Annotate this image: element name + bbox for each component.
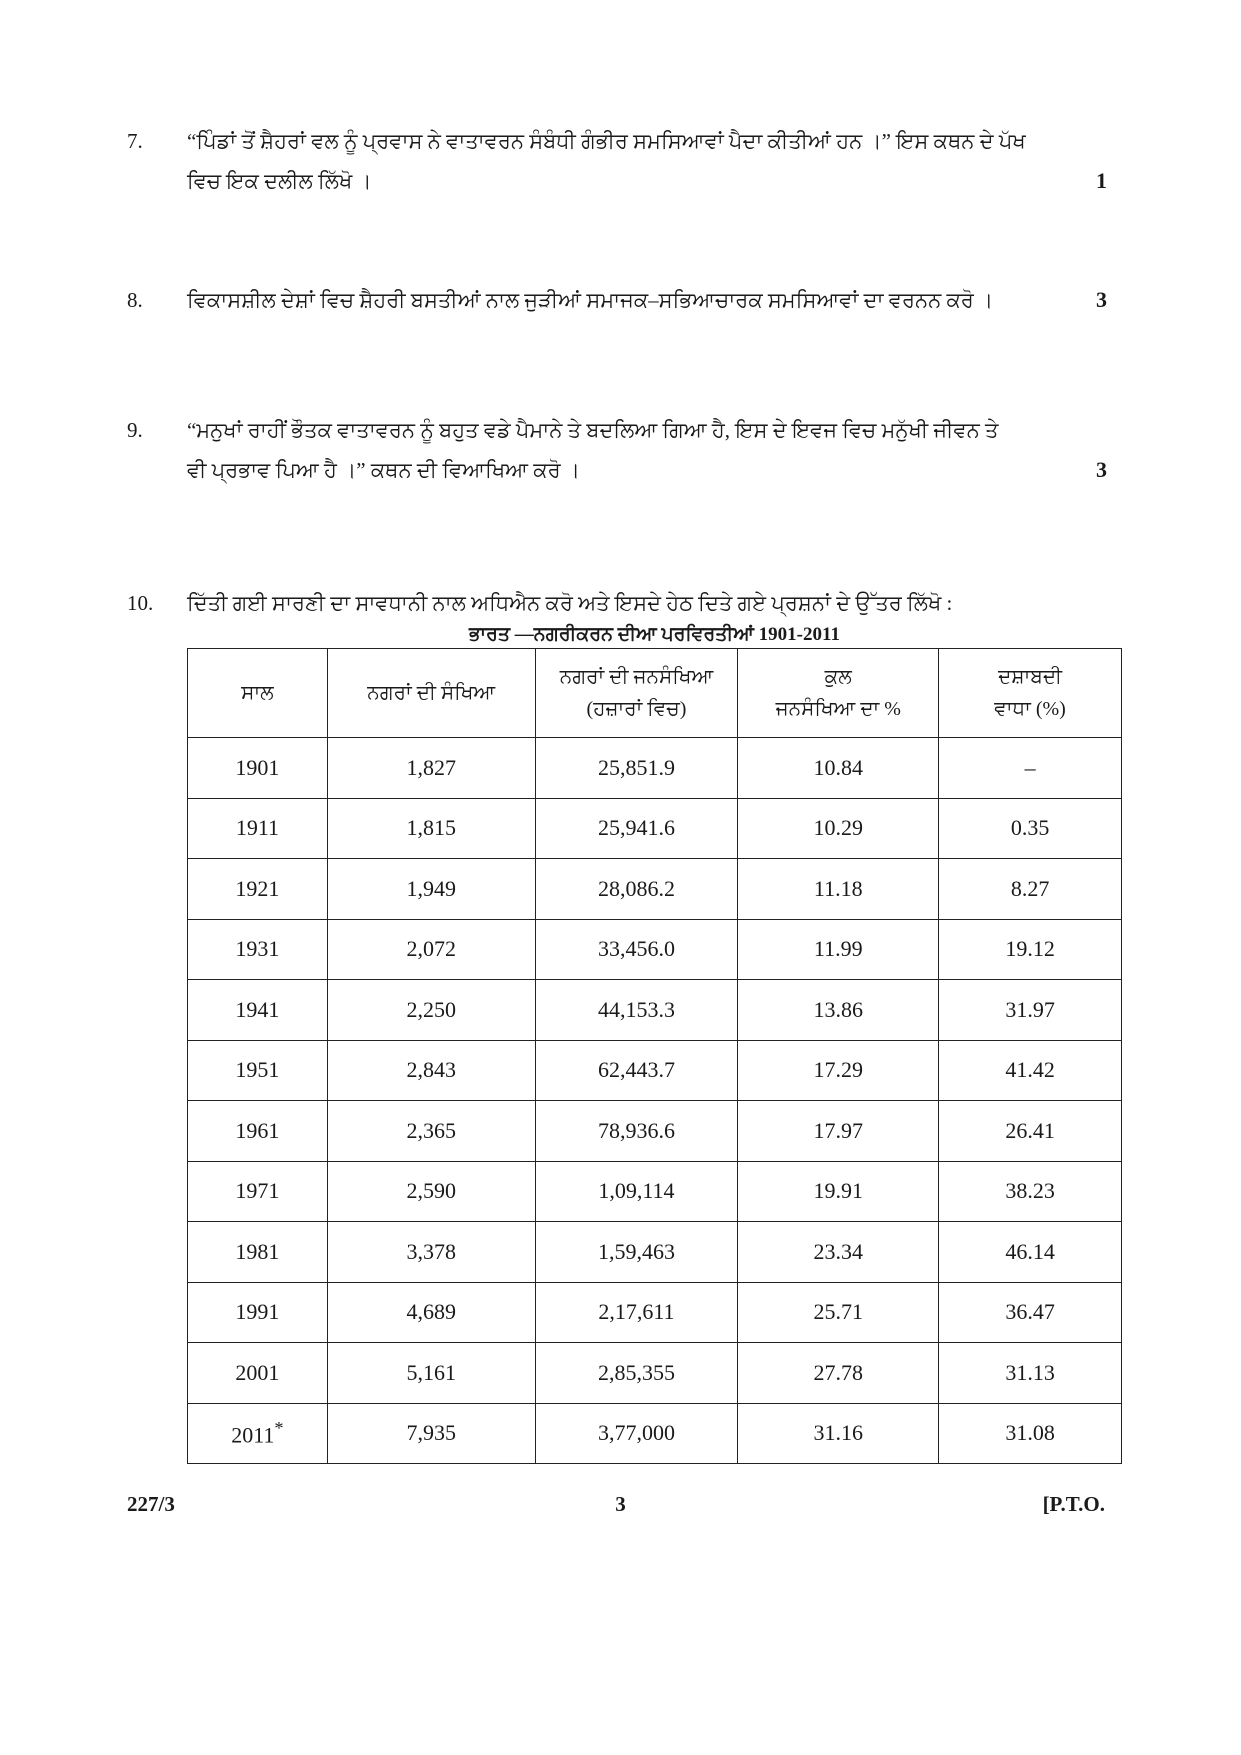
cell-year: [188, 859, 328, 920]
urbanization-table: [187, 648, 1122, 1464]
header-line: (ਹਜ਼ਾਰਾਂ ਵਿਚ): [586, 698, 687, 720]
paper-code: 227/3: [127, 1492, 175, 1516]
table-row: [188, 1040, 1122, 1101]
cell-year: [188, 1222, 328, 1283]
cell-percent: [738, 738, 939, 799]
cell-value: 2,365: [406, 1117, 456, 1143]
header-line: ਨਗਰਾਂ ਦੀ ਜਨਸੰਖਿਆ: [559, 666, 714, 688]
cell-towns: [327, 738, 535, 799]
header-year: [188, 649, 328, 738]
cell-value: 36.47: [1005, 1299, 1055, 1325]
cell-percent: [738, 1343, 939, 1404]
question-number: 7.: [127, 129, 143, 153]
header-line: ਜਨਸੰਖਿਆ ਦਾ %: [775, 698, 901, 720]
cell-value: 2,072: [406, 936, 456, 962]
cell-growth: [939, 1282, 1122, 1343]
cell-towns: [327, 1282, 535, 1343]
cell-population: [535, 798, 738, 859]
cell-towns: [327, 798, 535, 859]
cell-value: 1941: [235, 996, 280, 1022]
cell-value: 17.29: [813, 1057, 863, 1083]
cell-value: 19.91: [813, 1178, 863, 1204]
table-body: [188, 738, 1122, 1464]
year-footnote-mark: *: [274, 1418, 284, 1439]
table-title: ਭਾਰਤ —ਨਗਰੀਕਰਨ ਦੀਆ ਪਰਵਿਰਤੀਆਂ 1901-2011: [469, 624, 840, 645]
table-row: [188, 1403, 1122, 1464]
cell-value: 46.14: [1005, 1238, 1055, 1264]
cell-value: 28,086.2: [597, 875, 675, 901]
cell-year: [188, 738, 328, 799]
cell-year: [188, 1040, 328, 1101]
cell-percent: [738, 1222, 939, 1283]
cell-towns: [327, 1161, 535, 1222]
question-7: [127, 121, 1107, 201]
cell-value: 44,153.3: [597, 996, 675, 1022]
cell-value: 23.34: [813, 1238, 863, 1264]
question-text: [187, 583, 1057, 623]
question-line: ਵਿਕਾਸਸ਼ੀਲ ਦੇਸ਼ਾਂ ਵਿਚ ਸ਼ੈਹਰੀ ਬਸਤੀਆਂ ਨਾਲ ਜੁੜੀਆਂ ਸਮਾਜਕ–ਸਭਿਆਚਾਰਕ ਸਮਸਿਆਵਾਂ ਦਾ ਵਰਨਨ ਕਰੋ ।: [187, 288, 994, 312]
cell-percent: [738, 919, 939, 980]
cell-value: 7,935: [406, 1420, 456, 1446]
header-line: ਕੁਲ: [824, 666, 852, 688]
cell-value: 25.71: [813, 1299, 863, 1325]
cell-value: 17.97: [813, 1117, 863, 1143]
cell-population: [535, 1040, 738, 1101]
cell-value: 27.78: [813, 1359, 863, 1385]
cell-value: 25,941.6: [597, 815, 675, 841]
cell-year: [188, 980, 328, 1041]
cell-value: 2001: [235, 1359, 280, 1385]
cell-value: 31.13: [1005, 1359, 1055, 1385]
header-row: [188, 649, 1122, 738]
cell-value: 11.99: [813, 936, 863, 962]
cell-value: 1,815: [406, 815, 456, 841]
cell-value: 8.27: [1010, 875, 1050, 901]
cell-value: 1,827: [406, 754, 456, 780]
cell-growth: [939, 1161, 1122, 1222]
header-urban-population: [535, 649, 738, 738]
cell-value: 1921: [235, 875, 280, 901]
cell-population: [535, 1161, 738, 1222]
question-line: “ਮਨੁਖਾਂ ਰਾਹੀਂ ਭੌਤਕ ਵਾਤਾਵਰਨ ਨੂੰ ਬਹੁਤ ਵਡੇ ਪੈਮਾਨੇ ਤੇ ਬਦਲਿਆ ਗਿਆ ਹੈ, ਇਸ ਦੇ ਇਵਜ ਵਿਚ ਮਨੁੱਖੀ ਜੀਵਨ ਤੇ: [187, 418, 999, 442]
table-row: [188, 1343, 1122, 1404]
cell-value: 1961: [235, 1117, 280, 1143]
question-number: 9.: [127, 418, 143, 442]
question-line: ਵੀ ਪ੍ਰਭਾਵ ਪਿਆ ਹੈ ।” ਕਥਨ ਦੀ ਵਿਆਖਿਆ ਕਰੋ ।: [187, 458, 580, 482]
cell-value: 26.41: [1005, 1117, 1055, 1143]
cell-percent: [738, 1040, 939, 1101]
question-10: [127, 583, 1107, 623]
cell-value: –: [1024, 754, 1036, 780]
cell-growth: [939, 1343, 1122, 1404]
table-row: [188, 1161, 1122, 1222]
question-text: [187, 280, 1057, 320]
cell-value: 1,949: [406, 875, 456, 901]
table-row: [188, 859, 1122, 920]
cell-value: 31.08: [1005, 1420, 1055, 1446]
cell-value: 62,443.7: [597, 1057, 675, 1083]
cell-value: 38.23: [1005, 1178, 1055, 1204]
cell-percent: [738, 1282, 939, 1343]
cell-year: [188, 1282, 328, 1343]
cell-growth: [939, 1101, 1122, 1162]
cell-percent: [738, 859, 939, 920]
cell-towns: [327, 1403, 535, 1464]
cell-value: 3,77,000: [597, 1420, 675, 1446]
question-8: [127, 280, 1107, 320]
cell-year: [188, 1161, 328, 1222]
cell-value: 10.29: [813, 815, 863, 841]
cell-value: 1901: [235, 754, 280, 780]
cell-growth: [939, 1403, 1122, 1464]
cell-value: 11.18: [813, 875, 863, 901]
cell-value: 2,250: [406, 996, 456, 1022]
table-row: [188, 1282, 1122, 1343]
cell-value: 1,09,114: [598, 1178, 675, 1204]
cell-growth: [939, 980, 1122, 1041]
header-line: ਨਗਰਾਂ ਦੀ ਸੰਖਿਆ: [367, 682, 496, 704]
cell-population: [535, 980, 738, 1041]
question-line: ਦਿੱਤੀ ਗਈ ਸਾਰਣੀ ਦਾ ਸਾਵਧਾਨੀ ਨਾਲ ਅਧਿਐਨ ਕਰੋ ਅਤੇ ਇਸਦੇ ਹੇਠ ਦਿਤੇ ਗਏ ਪ੍ਰਸ਼ਨਾਂ ਦੇ ਉੱਤਰ ਲਿੱਖੋ :: [187, 591, 953, 615]
cell-value: 33,456.0: [597, 936, 675, 962]
cell-percent: [738, 1101, 939, 1162]
cell-towns: [327, 1222, 535, 1283]
cell-value: 2011: [231, 1422, 275, 1448]
cell-growth: [939, 1222, 1122, 1283]
table-header: [188, 649, 1122, 738]
header-decadal-growth: [939, 649, 1122, 738]
cell-population: [535, 1282, 738, 1343]
cell-year: [188, 1101, 328, 1162]
header-percent-total: [738, 649, 939, 738]
table-row: [188, 738, 1122, 799]
cell-value: 2,590: [406, 1178, 456, 1204]
cell-value: 25,851.9: [597, 754, 675, 780]
cell-value: 5,161: [406, 1359, 456, 1385]
cell-value: 1,59,463: [597, 1238, 675, 1264]
cell-population: [535, 1101, 738, 1162]
cell-value: 1991: [235, 1299, 280, 1325]
cell-year: [188, 1403, 328, 1464]
cell-population: [535, 1403, 738, 1464]
question-marks: 1: [1096, 168, 1107, 193]
cell-population: [535, 1343, 738, 1404]
cell-year: [188, 1343, 328, 1404]
cell-growth: [939, 859, 1122, 920]
question-number: 8.: [127, 288, 143, 312]
cell-value: 4,689: [406, 1299, 456, 1325]
table-row: [188, 1101, 1122, 1162]
cell-towns: [327, 919, 535, 980]
table-row: [188, 1222, 1122, 1283]
cell-value: 2,17,611: [598, 1299, 675, 1325]
cell-value: 31.97: [1005, 996, 1055, 1022]
header-line: ਸਾਲ: [241, 682, 274, 704]
question-marks: 3: [1096, 457, 1107, 482]
cell-year: [188, 919, 328, 980]
cell-value: 19.12: [1005, 936, 1055, 962]
cell-value: 1971: [235, 1178, 280, 1204]
question-text: [187, 121, 1057, 201]
cell-population: [535, 738, 738, 799]
cell-growth: [939, 738, 1122, 799]
cell-growth: [939, 798, 1122, 859]
cell-towns: [327, 980, 535, 1041]
question-line: ਵਿਚ ਇਕ ਦਲੀਲ ਲਿੱਖੋ ।: [187, 169, 372, 193]
pto-label: [P.T.O.: [1042, 1492, 1105, 1516]
header-towns: [327, 649, 535, 738]
cell-percent: [738, 980, 939, 1041]
cell-growth: [939, 919, 1122, 980]
cell-value: 2,843: [406, 1057, 456, 1083]
question-number: 10.: [127, 591, 154, 615]
cell-growth: [939, 1040, 1122, 1101]
cell-year: [188, 798, 328, 859]
page-number: 3: [615, 1492, 626, 1516]
cell-percent: [738, 1403, 939, 1464]
cell-population: [535, 859, 738, 920]
question-marks: 3: [1096, 287, 1107, 312]
cell-value: 3,378: [406, 1238, 456, 1264]
cell-value: 1911: [235, 815, 280, 841]
table-row: [188, 919, 1122, 980]
question-line: “ਪਿੰਡਾਂ ਤੋਂ ਸ਼ੈਹਰਾਂ ਵਲ ਨੂੰ ਪ੍ਰਵਾਸ ਨੇ ਵਾਤਾਵਰਨ ਸੰਬੰਧੀ ਗੰਭੀਰ ਸਮਸਿਆਵਾਂ ਪੈਦਾ ਕੀਤੀਆਂ ਹਨ ।” ਇਸ ਕਥਨ ਦੇ ਪੱਖ: [187, 129, 1026, 153]
cell-value: 1981: [235, 1238, 280, 1264]
question-9: [127, 410, 1107, 490]
cell-value: 13.86: [813, 996, 863, 1022]
cell-towns: [327, 1040, 535, 1101]
cell-percent: [738, 1161, 939, 1222]
cell-value: 0.35: [1010, 815, 1050, 841]
header-line: ਦਸ਼ਾਬਦੀ: [998, 666, 1063, 688]
cell-towns: [327, 1101, 535, 1162]
table-row: [188, 798, 1122, 859]
cell-value: 1931: [235, 936, 280, 962]
cell-value: 31.16: [813, 1420, 863, 1446]
cell-value: 78,936.6: [597, 1117, 675, 1143]
cell-value: 1951: [235, 1057, 280, 1083]
header-line: ਵਾਧਾ (%): [994, 698, 1066, 720]
cell-value: 10.84: [813, 754, 863, 780]
cell-value: 2,85,355: [597, 1359, 675, 1385]
cell-towns: [327, 859, 535, 920]
cell-towns: [327, 1343, 535, 1404]
cell-value: 41.42: [1005, 1057, 1055, 1083]
cell-population: [535, 1222, 738, 1283]
question-text: [187, 410, 1057, 490]
table-row: [188, 980, 1122, 1041]
cell-percent: [738, 798, 939, 859]
cell-population: [535, 919, 738, 980]
